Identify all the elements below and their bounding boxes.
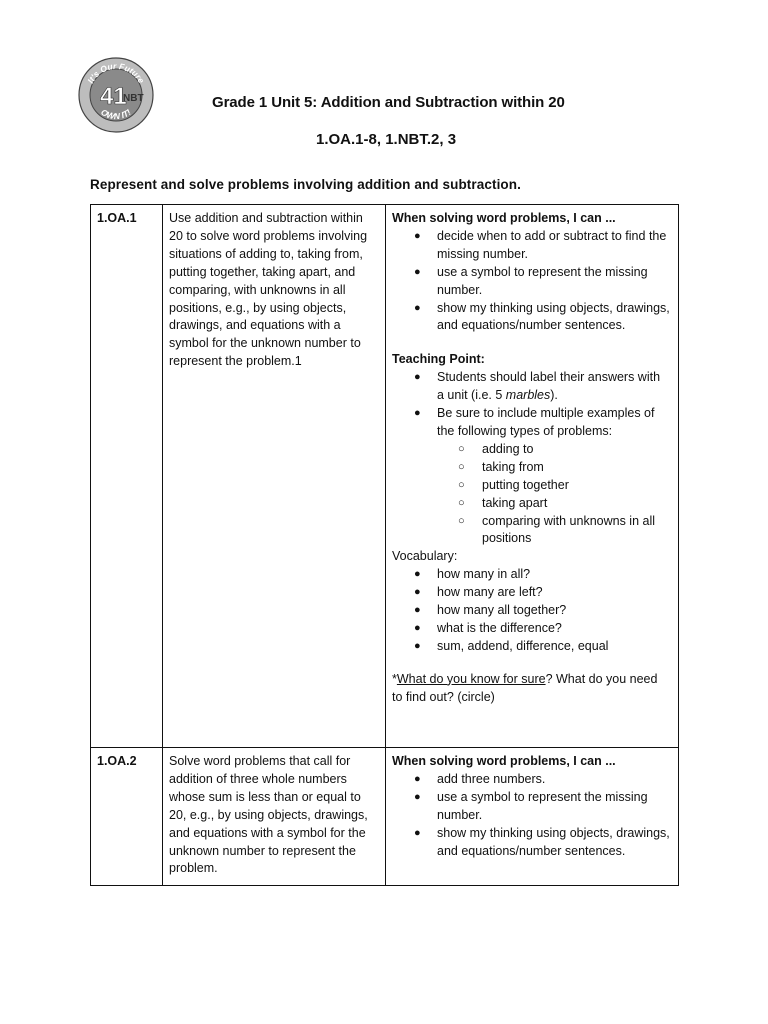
list-item: ● show my thinking using objects, drawings, and equations/number sentences. [392, 300, 670, 336]
i-can-statements [386, 205, 679, 748]
guiding-question-note: *What do you know for sure? What do you need to find out? (circle) [392, 671, 658, 704]
list-item: ● Students should label their answers with a unit (i.e. 5 marbles). [392, 369, 670, 405]
teaching-point-heading: Teaching Point: [392, 352, 485, 367]
logo-text-bottom: OWN IT! [99, 106, 133, 122]
list-item: ○ taking from [437, 459, 670, 477]
logo-badge: NBT [123, 93, 144, 104]
i-can-heading: When solving word problems, I can ... [392, 211, 616, 225]
standards-list: 1.OA.1-8, 1.NBT.2, 3 [316, 131, 457, 148]
list-item: ● sum, addend, difference, equal [392, 638, 670, 656]
i-can-heading: When solving word problems, I can ... [392, 754, 616, 768]
table-row [91, 748, 679, 886]
list-item: ● decide when to add or subtract to find the missing number. [392, 228, 670, 264]
teaching-point-list [392, 369, 670, 548]
list-item: ○ adding to [437, 441, 670, 459]
standard-description: Solve word problems that call for addition of three whole numbers whose sum is less than or equal to 20, e.g., by using objects, drawings, and equations with a symbol for the unknown number to represent the problem. [163, 748, 386, 886]
list-item: ● Be sure to include multiple examples of the following types of problems: ○ adding to ○ taking from ○ putting together ○ taking apart ○ comparing with unknowns in all positions [392, 405, 670, 548]
problem-types-list [437, 441, 670, 548]
vocabulary-list [392, 566, 670, 656]
standard-description: Use addition and subtraction within 20 to solve word problems involving situations of adding to, taking from, putting together, taking apart, and comparing, with unknowns in all positions, e.g., by using objects, drawings, and equations with a symbol for the unknown number to represent the problem.1 [163, 205, 386, 748]
list-item: ● use a symbol to represent the missing number. [392, 264, 670, 300]
list-item: ● use a symbol to represent the missing number. [392, 789, 670, 825]
i-can-statements [386, 748, 679, 886]
i-can-list [392, 228, 670, 335]
list-item: ● how many all together? [392, 602, 670, 620]
standard-code: 1.OA.2 [91, 748, 163, 886]
page-title: Grade 1 Unit 5: Addition and Subtraction within 20 [212, 94, 565, 111]
vocabulary-heading: Vocabulary: [392, 549, 458, 564]
list-item: ● how many are left? [392, 584, 670, 602]
table-row [91, 205, 679, 748]
list-item: ● show my thinking using objects, drawings, and equations/number sentences. [392, 825, 670, 861]
standard-code: 1.OA.1 [91, 205, 163, 748]
list-item: ● add three numbers. [392, 771, 670, 789]
list-item: ○ putting together [437, 477, 670, 495]
list-item: ○ taking apart [437, 495, 670, 513]
list-item: ● how many in all? [392, 566, 670, 584]
list-item: ● what is the difference? [392, 620, 670, 638]
logo-text-top: It's Our Future [85, 60, 147, 85]
section-heading: Represent and solve problems involving addition and subtraction. [90, 177, 521, 192]
standards-table [90, 204, 679, 886]
its-our-future-logo [78, 57, 154, 133]
logo-number: 41 [100, 83, 127, 110]
i-can-list [392, 771, 670, 861]
list-item: ○ comparing with unknowns in all positions [437, 513, 670, 549]
